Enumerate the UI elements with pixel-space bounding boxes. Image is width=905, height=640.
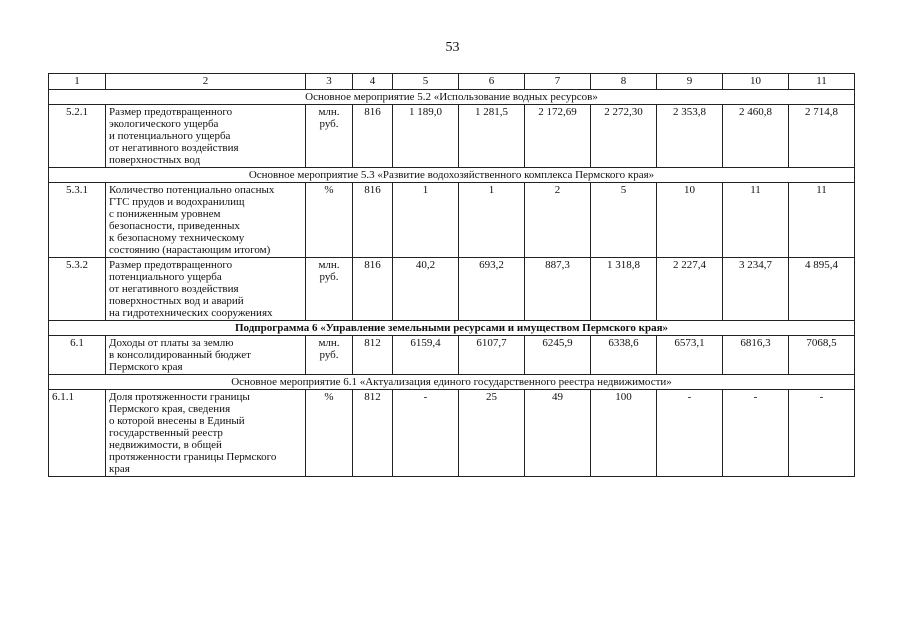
value-cell: 11 — [789, 183, 855, 258]
section-row — [49, 375, 855, 390]
value-cell: 40,2 — [393, 258, 459, 321]
code-cell: 816 — [353, 183, 393, 258]
row-number: 5.2.1 — [49, 105, 106, 168]
code-cell: 812 — [353, 336, 393, 375]
page-number: 53 — [445, 40, 460, 55]
value-cell: 2 — [525, 183, 591, 258]
unit-cell: млн. руб. — [306, 258, 353, 321]
unit-cell: млн. руб. — [306, 336, 353, 375]
value-cell: 2 353,8 — [657, 105, 723, 168]
row-number: 5.3.1 — [49, 183, 106, 258]
value-cell: 6338,6 — [591, 336, 657, 375]
column-number-header: 11 — [789, 74, 855, 90]
value-cell: 2 227,4 — [657, 258, 723, 321]
section-row — [49, 90, 855, 105]
indicator-name: Доля протяженности границы Пермского края, сведения о которой внесены в Единый государственный реестр недвижимости, в общей протяженности границы Пермского края — [106, 390, 306, 477]
column-number-header: 6 — [459, 74, 525, 90]
column-number-header: 4 — [353, 74, 393, 90]
value-cell: 6816,3 — [723, 336, 789, 375]
value-cell: 6245,9 — [525, 336, 591, 375]
table-row — [49, 390, 855, 477]
table-row — [49, 183, 855, 258]
value-cell: 887,3 — [525, 258, 591, 321]
value-cell: 6159,4 — [393, 336, 459, 375]
value-cell: 1 — [393, 183, 459, 258]
value-cell: 5 — [591, 183, 657, 258]
value-cell: 1 — [459, 183, 525, 258]
value-cell: 7068,5 — [789, 336, 855, 375]
value-cell: 2 460,8 — [723, 105, 789, 168]
value-cell: 693,2 — [459, 258, 525, 321]
value-cell: 3 234,7 — [723, 258, 789, 321]
section-row — [49, 168, 855, 183]
column-number-header: 3 — [306, 74, 353, 90]
value-cell: 2 272,30 — [591, 105, 657, 168]
unit-cell: % — [306, 183, 353, 258]
table-body — [49, 74, 855, 477]
indicators-table — [48, 73, 855, 477]
value-cell: 1 189,0 — [393, 105, 459, 168]
value-cell: 11 — [723, 183, 789, 258]
column-number-header: 7 — [525, 74, 591, 90]
section-title: Подпрограмма 6 «Управление земельными ресурсами и имуществом Пермского края» — [49, 321, 855, 336]
value-cell: - — [789, 390, 855, 477]
section-title: Основное мероприятие 6.1 «Актуализация единого государственного реестра недвижимости» — [49, 375, 855, 390]
value-cell: 100 — [591, 390, 657, 477]
unit-cell: % — [306, 390, 353, 477]
column-number-header: 9 — [657, 74, 723, 90]
subprogram-row — [49, 321, 855, 336]
code-cell: 816 — [353, 105, 393, 168]
table-row — [49, 336, 855, 375]
table-row — [49, 258, 855, 321]
value-cell: 6107,7 — [459, 336, 525, 375]
value-cell: - — [393, 390, 459, 477]
value-cell: 10 — [657, 183, 723, 258]
column-number-header: 1 — [49, 74, 106, 90]
column-number-header: 10 — [723, 74, 789, 90]
column-number-header: 8 — [591, 74, 657, 90]
value-cell: 2 172,69 — [525, 105, 591, 168]
value-cell: 1 281,5 — [459, 105, 525, 168]
value-cell: 1 318,8 — [591, 258, 657, 321]
column-number-header: 5 — [393, 74, 459, 90]
column-number-header: 2 — [106, 74, 306, 90]
value-cell: 25 — [459, 390, 525, 477]
value-cell: 49 — [525, 390, 591, 477]
row-number: 6.1.1 — [49, 390, 106, 477]
indicator-name: Размер предотвращенного потенциального ущерба от негативного воздействия поверхностных вод и аварий на гидротехнических сооружениях — [106, 258, 306, 321]
value-cell: 6573,1 — [657, 336, 723, 375]
indicator-name: Доходы от платы за землю в консолидированный бюджет Пермского края — [106, 336, 306, 375]
section-title: Основное мероприятие 5.2 «Использование водных ресурсов» — [49, 90, 855, 105]
section-title: Основное мероприятие 5.3 «Развитие водохозяйственного комплекса Пермского края» — [49, 168, 855, 183]
value-cell: 2 714,8 — [789, 105, 855, 168]
indicator-name: Размер предотвращенного экологического ущерба и потенциального ущерба от негативного воздействия поверхностных вод — [106, 105, 306, 168]
unit-cell: млн. руб. — [306, 105, 353, 168]
value-cell: - — [657, 390, 723, 477]
code-cell: 816 — [353, 258, 393, 321]
value-cell: - — [723, 390, 789, 477]
row-number: 5.3.2 — [49, 258, 106, 321]
indicator-name: Количество потенциально опасных ГТС прудов и водохранилищ с пониженным уровнем безопасности, приведенных к безопасному техническому состоянию (нарастающим итогом) — [106, 183, 306, 258]
value-cell: 4 895,4 — [789, 258, 855, 321]
row-number: 6.1 — [49, 336, 106, 375]
table-header-row — [49, 74, 855, 90]
table-row — [49, 105, 855, 168]
code-cell: 812 — [353, 390, 393, 477]
